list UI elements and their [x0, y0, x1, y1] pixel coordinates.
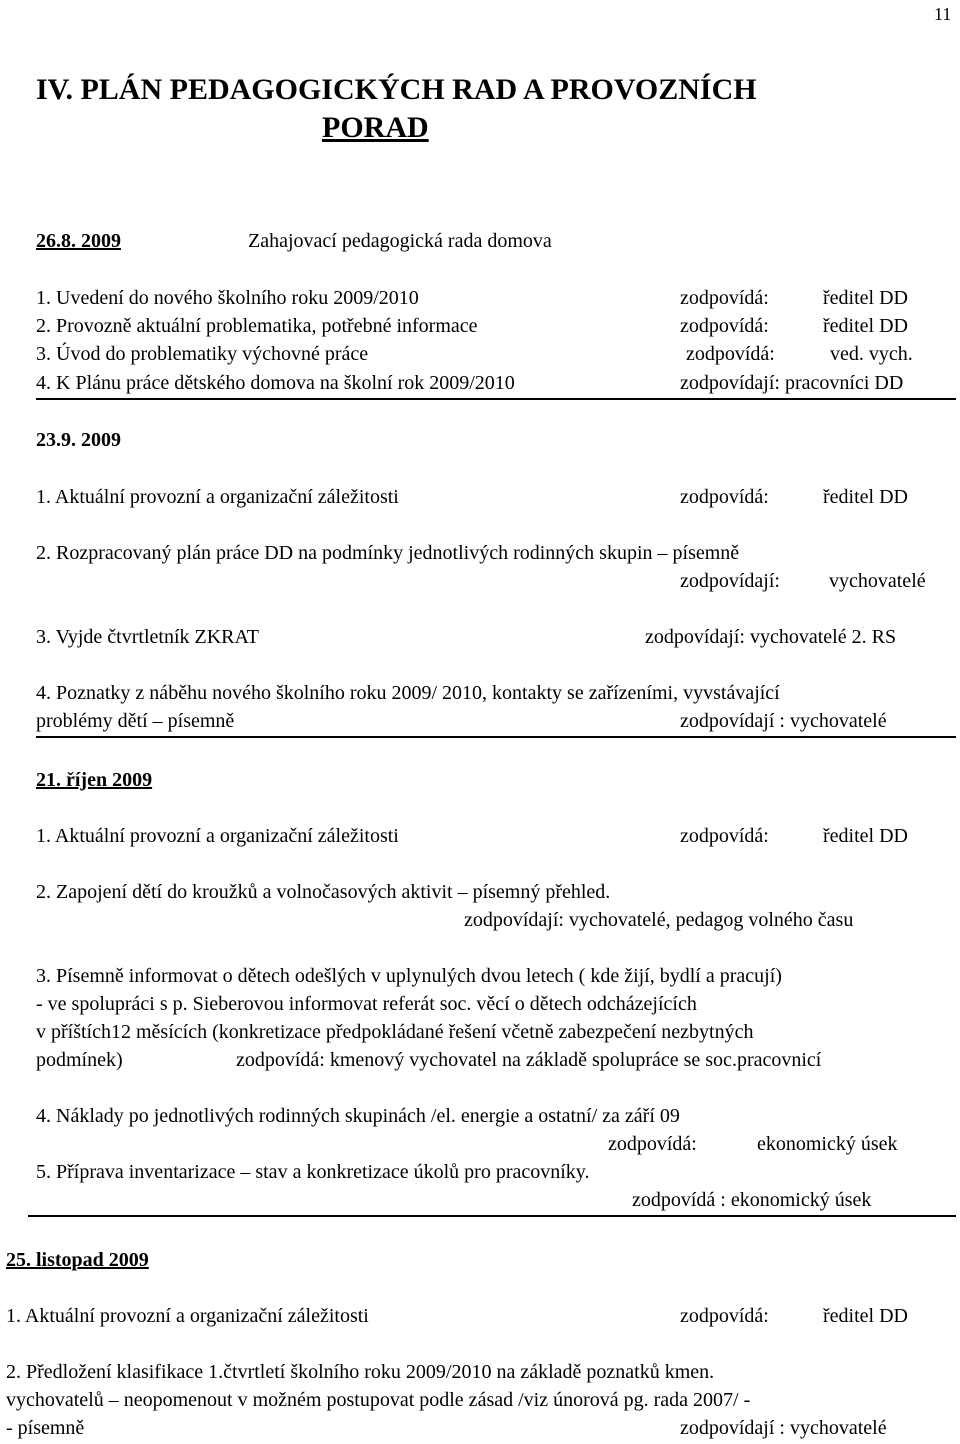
- responsibility-label: zodpovídá:: [680, 486, 769, 508]
- responsible-person: ved. vych.: [830, 343, 913, 365]
- agenda-item: 2. Provozně aktuální problematika, potřebné informace: [36, 315, 478, 337]
- responsible-person: ředitel DD: [823, 315, 908, 337]
- responsibility-label: zodpovídají : vychovatelé: [680, 710, 887, 732]
- page-title: IV. PLÁN PEDAGOGICKÝCH RAD A PROVOZNÍCH: [36, 73, 757, 106]
- agenda-item: 2. Předložení klasifikace 1.čtvrtletí školního roku 2009/2010 na základě poznatků kmen.: [6, 1361, 715, 1383]
- responsibility-label: zodpovídají: vychovatelé, pedagog volného času: [464, 909, 854, 931]
- section-date: 23.9. 2009: [36, 429, 121, 451]
- agenda-item-continued: podmínek): [36, 1049, 123, 1071]
- page-title-continued: PORAD: [322, 111, 429, 144]
- responsibility-label: zodpovídá:: [680, 825, 769, 847]
- responsibility-label: zodpovídá : ekonomický úsek: [632, 1189, 872, 1211]
- agenda-item: 1. Aktuální provozní a organizační záležitosti: [36, 825, 399, 847]
- responsibility-label: zodpovídají: pracovníci DD: [680, 372, 904, 394]
- agenda-item: 1. Uvedení do nového školního roku 2009/2010: [36, 287, 419, 309]
- agenda-item-continued: - písemně: [6, 1417, 85, 1439]
- agenda-item-continued: - ve spolupráci s p. Sieberovou informovat referát soc. věcí o dětech odcházejících: [36, 993, 697, 1015]
- responsibility-label: zodpovídají:: [680, 570, 780, 592]
- section-divider: [28, 1215, 956, 1217]
- section-heading: Zahajovací pedagogická rada domova: [248, 230, 552, 252]
- agenda-item: 4. Poznatky z náběhu nového školního roku 2009/ 2010, kontakty se zařízeními, vyvstávající: [36, 682, 780, 704]
- responsibility-label: zodpovídají: vychovatelé 2. RS: [645, 626, 897, 648]
- agenda-item: 1. Aktuální provozní a organizační záležitosti: [36, 486, 399, 508]
- responsible-person: vychovatelé: [829, 570, 926, 592]
- agenda-item-continued: problémy dětí – písemně: [36, 710, 235, 732]
- page-number: 11: [934, 4, 952, 24]
- agenda-item: 3. Úvod do problematiky výchovné práce: [36, 343, 369, 365]
- responsible-person: ředitel DD: [823, 287, 908, 309]
- section-divider: [36, 736, 956, 738]
- responsibility-label: zodpovídají : vychovatelé: [680, 1417, 887, 1439]
- responsible-person: ředitel DD: [823, 825, 908, 847]
- section-date: 21. říjen 2009: [36, 769, 153, 791]
- section-divider: [36, 398, 956, 400]
- agenda-item: 3. Písemně informovat o dětech odešlých v uplynulých dvou letech ( kde žijí, bydlí a pracují): [36, 965, 782, 987]
- responsible-person: ředitel DD: [823, 1305, 908, 1327]
- responsibility-label: zodpovídá:: [686, 343, 775, 365]
- responsible-person: ředitel DD: [823, 486, 908, 508]
- responsibility-label: zodpovídá:: [680, 1305, 769, 1327]
- responsibility-label: zodpovídá:: [608, 1133, 697, 1155]
- responsibility-label: zodpovídá:: [680, 287, 769, 309]
- responsibility-label: zodpovídá: kmenový vychovatel na základě spolupráce se soc.pracovnicí: [236, 1049, 822, 1071]
- agenda-item: 2. Rozpracovaný plán práce DD na podmínky jednotlivých rodinných skupin – písemně: [36, 542, 740, 564]
- responsibility-label: zodpovídá:: [680, 315, 769, 337]
- responsible-person: ekonomický úsek: [757, 1133, 898, 1155]
- agenda-item: 4. K Plánu práce dětského domova na školní rok 2009/2010: [36, 372, 515, 394]
- section-date: 26.8. 2009: [36, 230, 121, 252]
- agenda-item: 3. Vyjde čtvrtletník ZKRAT: [36, 626, 259, 648]
- agenda-item-continued: v příštích12 měsících (konkretizace předpokládané řešení včetně zabezpečení nezbytných: [36, 1021, 754, 1043]
- section-date: 25. listopad 2009: [6, 1249, 149, 1271]
- agenda-item: 4. Náklady po jednotlivých rodinných skupinách /el. energie a ostatní/ za září 09: [36, 1105, 680, 1127]
- agenda-item: 2. Zapojení dětí do kroužků a volnočasových aktivit – písemný přehled.: [36, 881, 611, 903]
- agenda-item: 5. Příprava inventarizace – stav a konkretizace úkolů pro pracovníky.: [36, 1161, 590, 1183]
- agenda-item: 1. Aktuální provozní a organizační záležitosti: [6, 1305, 369, 1327]
- agenda-item-continued: vychovatelů – neopomenout v možném postupovat podle zásad /viz únorová pg. rada 2007/ -: [6, 1389, 751, 1411]
